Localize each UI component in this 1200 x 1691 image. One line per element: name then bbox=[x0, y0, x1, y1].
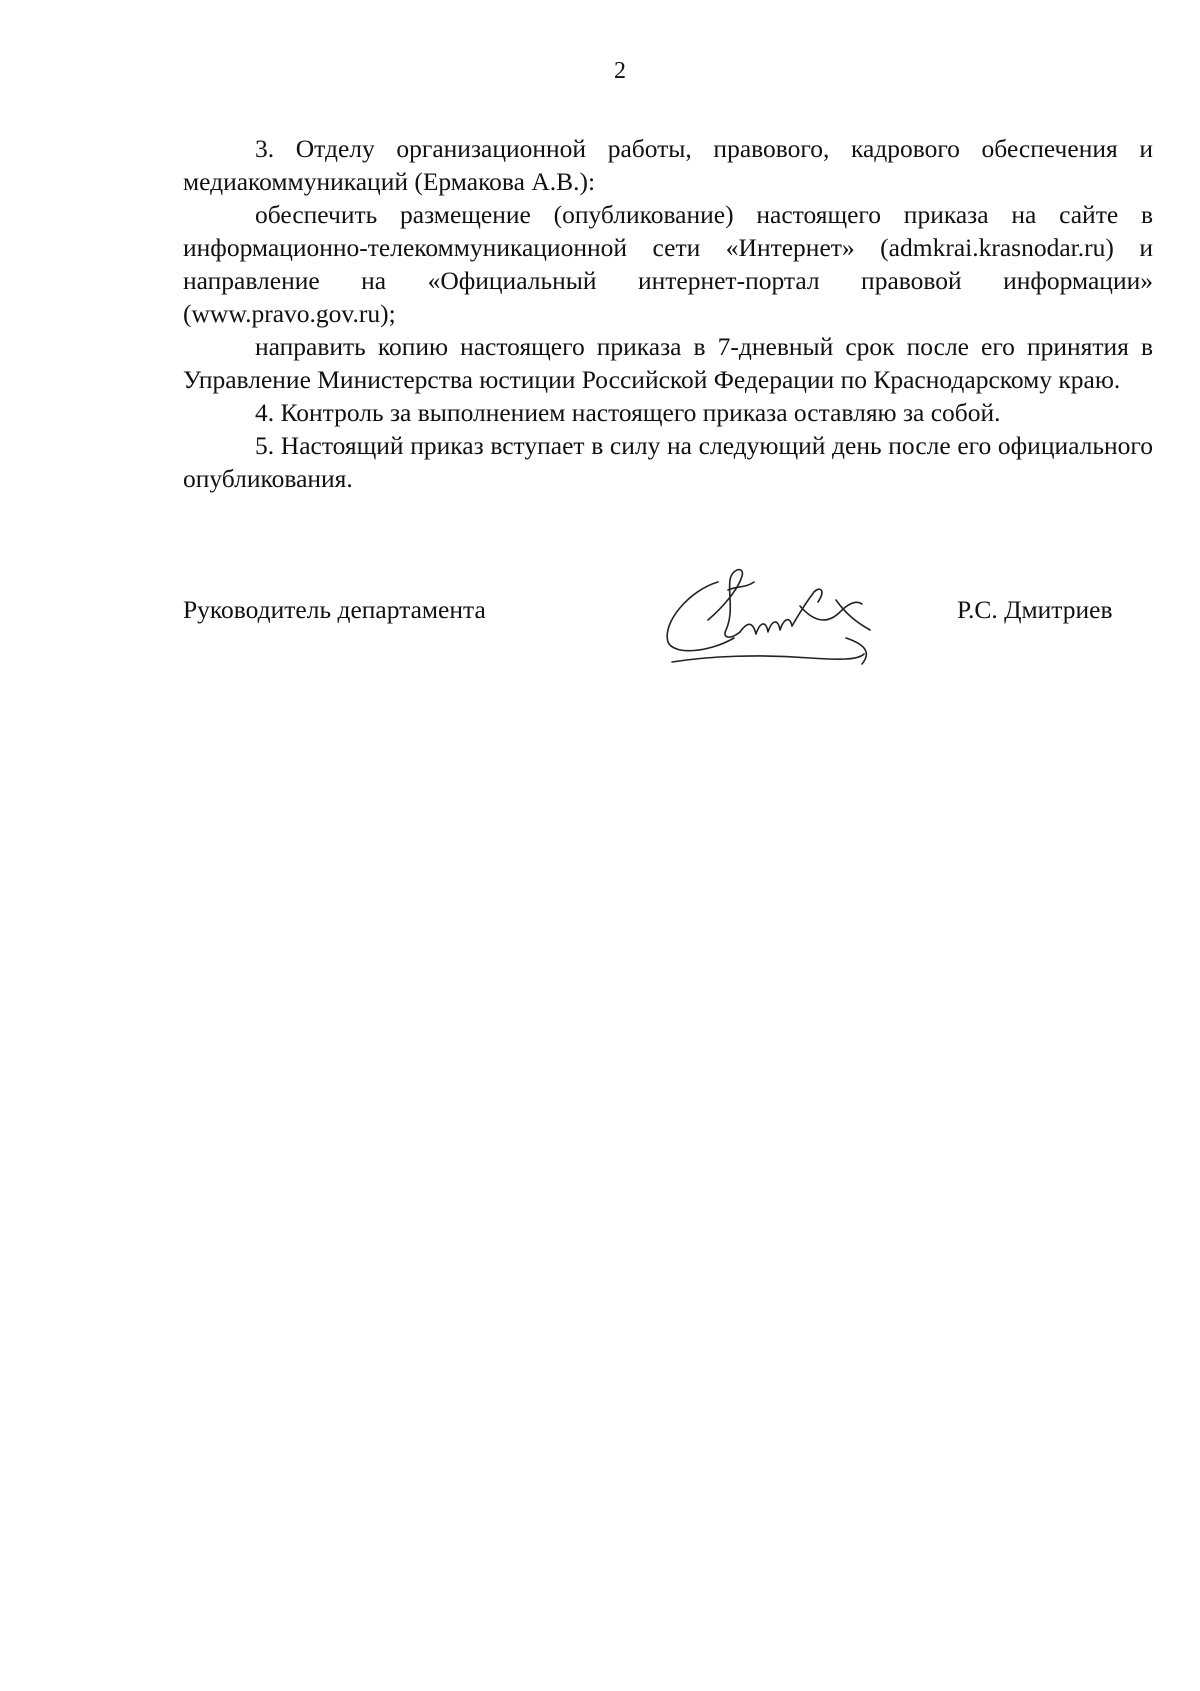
paragraph-publication: обеспечить размещение (опубликование) настоящего приказа на сайте в информационно-телекоммуникационной сети «Интернет» (admkrai.krasnodar.ru) и направление на «Официальный интернет-портал правовой информации» (www.pravo.gov.ru); bbox=[183, 200, 1153, 328]
paragraph-item-3: 3. Отделу организационной работы, правового, кадрового обеспечения и медиакоммуникаций (Ермакова А.В.): bbox=[183, 134, 1153, 196]
document-body bbox=[183, 132, 1153, 495]
signatory-position: Руководитель департамента bbox=[183, 595, 486, 624]
signatory-name: Р.С. Дмитриев bbox=[957, 595, 1113, 624]
signature-block bbox=[0, 560, 1200, 680]
paragraph-send-copy: направить копию настоящего приказа в 7-дневный срок после его принятия в Управление Министерства юстиции Российской Федерации по Краснодарскому краю. bbox=[183, 332, 1153, 394]
paragraph-item-5: 5. Настоящий приказ вступает в силу на следующий день после его официального опубликования. bbox=[183, 431, 1153, 493]
handwritten-signature bbox=[650, 560, 910, 670]
paragraph-item-4: 4. Контроль за выполнением настоящего приказа оставляю за собой. bbox=[255, 398, 1001, 427]
page-number: 2 bbox=[614, 58, 626, 84]
